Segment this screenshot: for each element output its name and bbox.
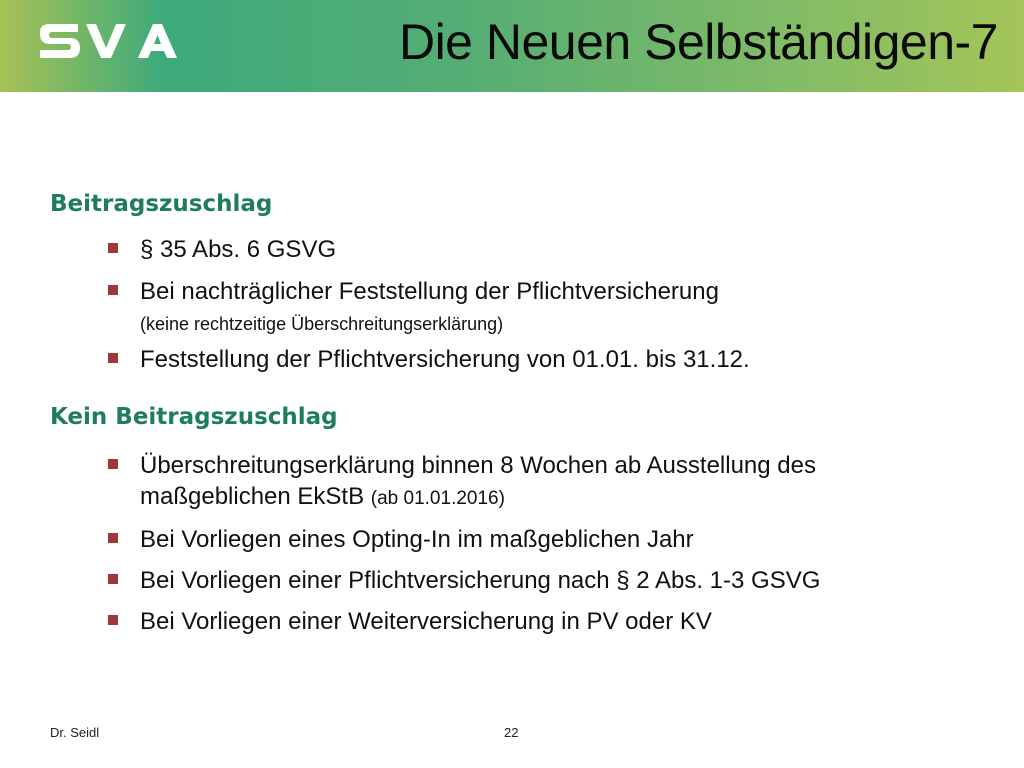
list-item-line2: maßgeblichen EkStB <box>140 483 365 510</box>
bullet-square-icon <box>108 243 118 253</box>
list-item-subtext: (keine rechtzeitige Überschreitungserklärung) <box>140 314 504 334</box>
bullet-square-icon <box>108 353 118 363</box>
sva-logo <box>38 20 178 66</box>
bullet-square-icon <box>108 285 118 295</box>
footer-page-number: 22 <box>504 725 519 740</box>
footer-author: Dr. Seidl <box>50 725 100 740</box>
list-item-text: Bei Vorliegen einer Weiterversicherung in PV oder KV <box>140 608 712 635</box>
slide-title: Die Neuen Selbständigen-7 <box>398 14 998 70</box>
list-item-text <box>140 276 719 340</box>
list-item-main-text: Bei nachträglicher Feststellung der Pflichtversicherung <box>140 278 719 305</box>
list-item-main-text: Überschreitungserklärung binnen 8 Wochen ab Ausstellung des <box>140 452 816 479</box>
list-item-text: Bei Vorliegen eines Opting-In im maßgeblichen Jahr <box>140 526 694 553</box>
list-item-text: § 35 Abs. 6 GSVG <box>140 236 337 263</box>
section-heading-beitragszuschlag: Beitragszuschlag <box>50 191 273 217</box>
header-band <box>0 0 1024 92</box>
bullet-square-icon <box>108 459 118 469</box>
list-item-text: Bei Vorliegen einer Pflichtversicherung nach § 2 Abs. 1-3 GSVG <box>140 567 821 594</box>
list-item-text <box>140 450 816 514</box>
sva-logo-graphic <box>38 20 178 66</box>
bullet-square-icon <box>108 533 118 543</box>
section-heading-kein-beitragszuschlag: Kein Beitragszuschlag <box>50 404 338 430</box>
list-item-date-note: (ab 01.01.2016) <box>370 488 505 509</box>
bullet-square-icon <box>108 574 118 584</box>
bullet-square-icon <box>108 615 118 625</box>
list-item-text: Feststellung der Pflichtversicherung von 01.01. bis 31.12. <box>140 346 750 373</box>
